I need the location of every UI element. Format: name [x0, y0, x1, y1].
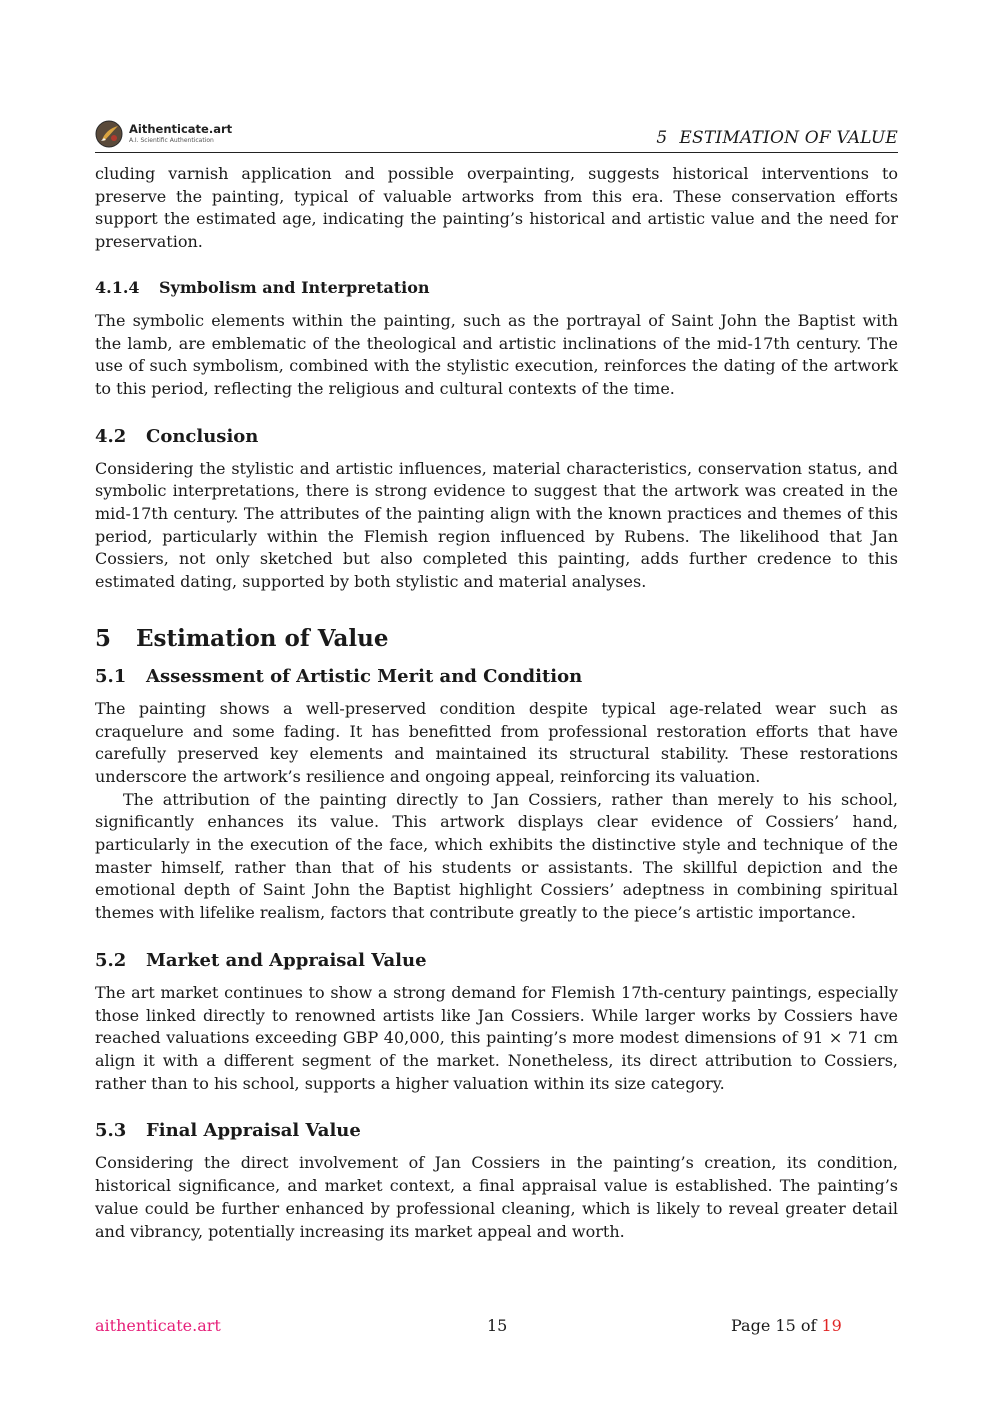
- running-header: [656, 128, 898, 148]
- logo-name: Aithenticate.art: [129, 122, 233, 137]
- section-number: 5.3: [95, 1120, 127, 1142]
- subsection-heading-5-3: [95, 1120, 898, 1141]
- paragraph-final-appraisal: Considering the direct involvement of Jan Cossiers in the painting’s creation, its condition, historical significance, and market context, a final appraisal value is established. The painting’s value could be further enhanced by professional cleaning, which is likely to reveal greater detail and vibrancy, potentially increasing its market appeal and worth.: [95, 1153, 898, 1241]
- subsubsection-heading-4-1-4: [95, 278, 898, 297]
- brand-logo: [95, 120, 232, 148]
- section-title: Assessment of Artistic Merit and Condition: [146, 665, 583, 687]
- paragraph-attribution: The attribution of the painting directly to Jan Cossiers, rather than merely to his school, significantly enhances its value. This artwork displays clear evidence of Cossiers’ hand, particularly in the execution of the face, which exhibits the distinctive style and technique of the master himself, rather than that of his students or assistants. The skillful depiction and the emotional depth of Saint John the Baptist highlight Cossiers’ adeptness in combining spiritual themes with lifelike realism, factors that contribute greatly to the piece’s artistic importance.: [95, 789, 898, 923]
- paragraph-symbolism: The symbolic elements within the painting, such as the portrayal of Saint John the Baptist with the lamb, are emblematic of the theological and artistic inclinations of the mid-17th century. The use of such symbolism, combined with the stylistic execution, reinforces the dating of the artwork to this period, reflecting the religious and cultural contexts of the time.: [95, 310, 898, 398]
- total-pages-link[interactable]: 19: [821, 1316, 842, 1335]
- section-number: 4.1.4: [95, 277, 140, 297]
- footer-page-of: [731, 1316, 842, 1335]
- section-number: 5: [95, 624, 112, 652]
- page-header: [95, 118, 898, 153]
- subsection-heading-5-1: [95, 666, 898, 687]
- logo-tagline: A.I. Scientific Authentication: [129, 136, 214, 144]
- subsection-heading-4-2: [95, 426, 898, 447]
- section-number: 4.2: [95, 425, 127, 447]
- section-title: Symbolism and Interpretation: [159, 277, 430, 297]
- footer-website-link[interactable]: aithenticate.art: [95, 1316, 221, 1335]
- page-of-prefix: Page 15 of: [731, 1316, 817, 1335]
- paragraph-condition: The painting shows a well-preserved condition despite typical age-related wear such as craquelure and some fading. It has benefitted from professional restoration efforts that have carefully preserved key elements and maintained its structural stability. These restorations underscore the artwork’s resilience and ongoing appeal, reinforcing its valuation.: [95, 698, 898, 786]
- running-header-number: 5: [656, 128, 668, 148]
- section-title: Market and Appraisal Value: [146, 949, 427, 971]
- section-heading-5: [95, 625, 898, 652]
- section-number: 5.2: [95, 949, 127, 971]
- paragraph-market: The art market continues to show a strong demand for Flemish 17th-century paintings, especially those linked directly to renowned artists like Jan Cossiers. While larger works by Cossiers have reached valuations exceeding GBP 40,000, this painting’s more modest dimensions of 91 × 71 cm align it with a different segment of the market. Nonetheless, its direct attribution to Cossiers, rather than to his school, supports a higher valuation within its size category.: [95, 982, 898, 1093]
- brush-logo-icon: [95, 120, 123, 148]
- section-title: Conclusion: [146, 425, 259, 447]
- running-header-title: ESTIMATION OF VALUE: [679, 128, 898, 148]
- section-title: Final Appraisal Value: [146, 1120, 361, 1142]
- section-title: Estimation of Value: [136, 624, 389, 652]
- page-body: [95, 163, 898, 1243]
- footer-page-number: 15: [487, 1316, 508, 1335]
- continuation-paragraph: cluding varnish application and possible overpainting, suggests historical interventions to preserve the painting, typical of valuable artworks from this era. These conservation efforts support the estimated age, indicating the painting’s historical and artistic value and the need for preservation.: [95, 164, 898, 252]
- subsection-heading-5-2: [95, 950, 898, 971]
- paragraph-conclusion: Considering the stylistic and artistic influences, material characteristics, conservation status, and symbolic interpretations, there is strong evidence to suggest that the artwork was created in the mid-17th century. The attributes of the painting align with the known practices and themes of this period, particularly within the Flemish region influenced by Rubens. The likelihood that Jan Cossiers, not only sketched but also completed this painting, adds further credence to this estimated dating, supported by both stylistic and material analyses.: [95, 458, 898, 592]
- section-number: 5.1: [95, 665, 127, 687]
